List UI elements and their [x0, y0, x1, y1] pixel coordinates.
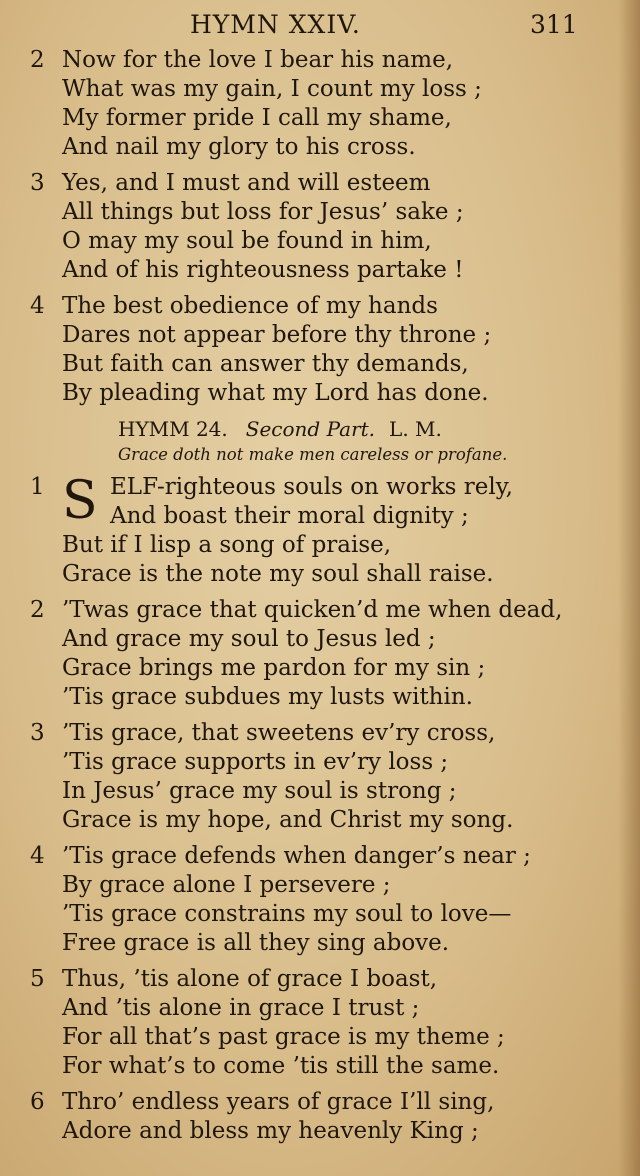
stanza — [0, 842, 640, 958]
page-content — [0, 46, 640, 1153]
verse-line: ’Tis grace subdues my lusts within. — [62, 684, 473, 710]
verse-line: ELF-righteous souls on works rely, — [110, 474, 513, 500]
stanza — [0, 46, 640, 162]
stanza-number: 3 — [30, 170, 45, 196]
verse-line: And of his righteousness partake ! — [62, 257, 464, 283]
page-header — [0, 10, 640, 50]
verse-line: Adore and bless my heavenly King ; — [62, 1118, 479, 1144]
stanza — [0, 965, 640, 1081]
verse-line: Thro’ endless years of grace I’ll sing, — [62, 1089, 495, 1115]
verse-line: Free grace is all they sing above. — [62, 930, 450, 956]
verse-line: ’Twas grace that quicken’d me when dead, — [62, 597, 563, 623]
verse-line: What was my gain, I count my loss ; — [62, 76, 482, 102]
verse-line: All things but loss for Jesus’ sake ; — [62, 199, 464, 225]
stanza — [0, 292, 640, 408]
page-number: 311 — [530, 10, 578, 39]
drop-cap: S — [62, 471, 98, 531]
verse-line: Dares not appear before thy throne ; — [62, 322, 492, 348]
stanza-number: 2 — [30, 597, 45, 623]
verse-line: And ’tis alone in grace I trust ; — [62, 995, 420, 1021]
verse-line: And boast their moral dignity ; — [110, 503, 469, 529]
verse-line: Grace is the note my soul shall raise. — [62, 561, 494, 587]
stanza — [0, 169, 640, 285]
verse-line: Now for the love I bear his name, — [62, 47, 454, 73]
verse-line: And nail my glory to his cross. — [62, 134, 416, 160]
hymn-number: HYMM 24. — [118, 417, 228, 441]
verse-line: ’Tis grace, that sweetens ev’ry cross, — [62, 720, 496, 746]
stanza-dropcap — [0, 473, 640, 589]
verse-line: For what’s to come ’tis still the same. — [62, 1053, 500, 1079]
verse-line: O may my soul be found in him, — [62, 228, 432, 254]
verse-line: Grace brings me pardon for my sin ; — [62, 655, 486, 681]
verse-line: ’Tis grace supports in ev’ry loss ; — [62, 749, 449, 775]
stanza-number: 3 — [30, 720, 45, 746]
verse-line: Thus, ’tis alone of grace I boast, — [62, 966, 438, 992]
verse-line: By pleading what my Lord has done. — [62, 380, 489, 406]
stanza-number: 4 — [30, 293, 45, 319]
hymn-argument: Grace doth not make men careless or profane. — [118, 445, 508, 464]
verse-line: But if I lisp a song of praise, — [62, 532, 392, 558]
verse-line: My former pride I call my shame, — [62, 105, 452, 131]
second-part-stanzas — [0, 596, 640, 1146]
stanza-number: 2 — [30, 47, 45, 73]
stanza-number: 5 — [30, 966, 45, 992]
verse-line: By grace alone I persevere ; — [62, 872, 391, 898]
stanza — [0, 719, 640, 835]
verse-line: In Jesus’ grace my soul is strong ; — [62, 778, 457, 804]
verse-line: ’Tis grace defends when danger’s near ; — [62, 843, 531, 869]
verse-line: Grace is my hope, and Christ my song. — [62, 807, 514, 833]
verse-line: For all that’s past grace is my theme ; — [62, 1024, 505, 1050]
hymn-part: Second Part. — [245, 417, 376, 441]
stanza — [0, 596, 640, 712]
stanza-number: 1 — [30, 474, 45, 500]
verse-line: Yes, and I must and will esteem — [62, 170, 431, 196]
verse-line: The best obedience of my hands — [62, 293, 438, 319]
stanza-number: 4 — [30, 843, 45, 869]
verse-line: And grace my soul to Jesus led ; — [62, 626, 436, 652]
hymn-meter: L. M. — [389, 417, 442, 441]
first-part-stanzas — [0, 46, 640, 408]
verse-line: But faith can answer thy demands, — [62, 351, 469, 377]
stanza — [0, 1088, 640, 1146]
stanza-number: 6 — [30, 1089, 45, 1115]
verse-line: ’Tis grace constrains my soul to love— — [62, 901, 512, 927]
running-title: HYMN XXIV. — [190, 10, 361, 39]
hymn-subheading — [0, 415, 640, 443]
